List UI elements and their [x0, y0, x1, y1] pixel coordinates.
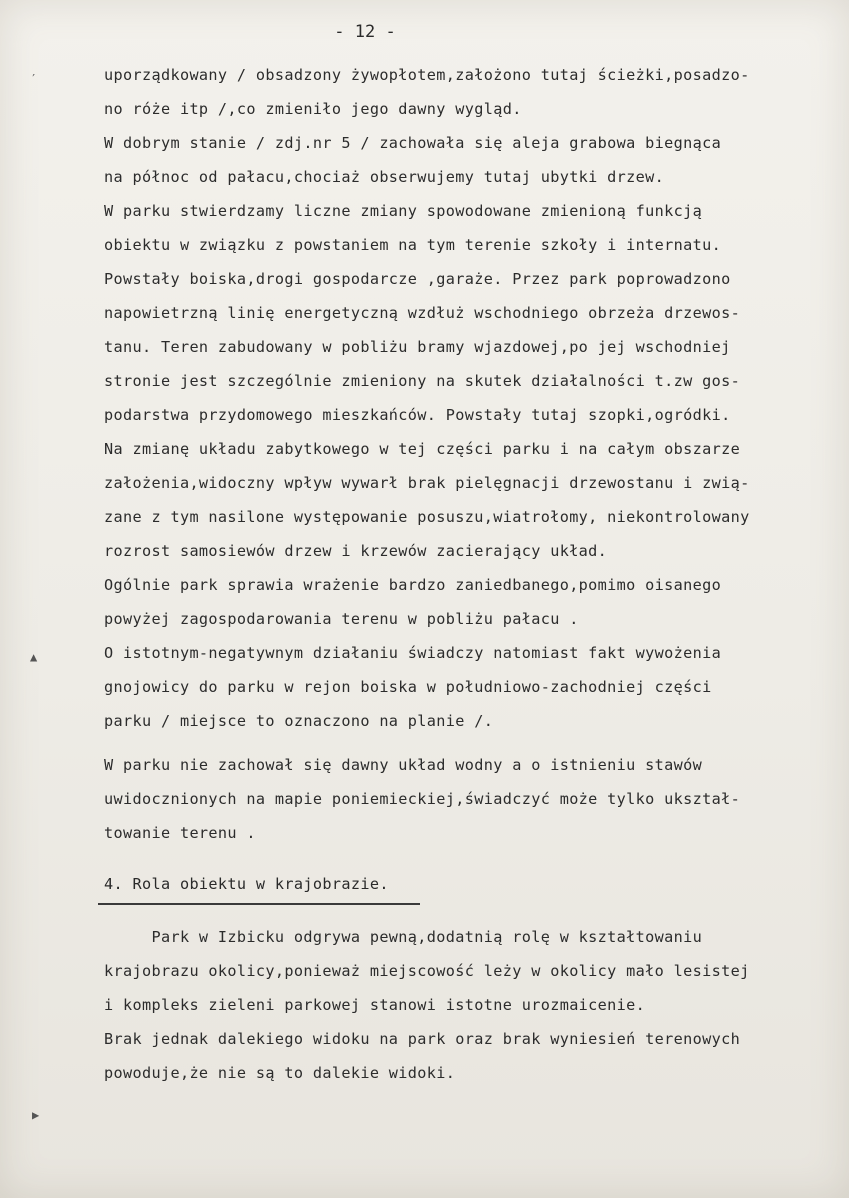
text-line: napowietrzną linię energetyczną wzdłuż wschodniego obrzeża drzewos- [104, 304, 741, 322]
margin-mark: ′ [30, 72, 38, 86]
text-line: Na zmianę układu zabytkowego w tej części parku i na całym obszarze [104, 440, 741, 458]
text-line: założenia,widoczny wpływ wywarł brak pielęgnacji drzewostanu i zwią- [104, 474, 750, 492]
text-line: towanie terenu . [104, 824, 256, 842]
text-line: stronie jest szczególnie zmieniony na skutek działalności t.zw gos- [104, 372, 741, 390]
text-line: tanu. Teren zabudowany w pobliżu bramy wjazdowej,po jej wschodniej [104, 338, 731, 356]
page-number: - 12 - [334, 22, 396, 42]
text-line: zane z tym nasilone występowanie posuszu,wiatrołomy, niekontrolowany [104, 508, 750, 526]
text-line: uwidocznionych na mapie poniemieckiej,świadczyć może tylko ukształ- [104, 790, 741, 808]
text-line: no róże itp /,co zmieniło jego dawny wygląd. [104, 100, 522, 118]
text-line: obiektu w związku z powstaniem na tym terenie szkoły i internatu. [104, 236, 722, 254]
section-heading: 4. Rola obiektu w krajobrazie. [104, 875, 389, 893]
text-line: Brak jednak dalekiego widoku na park oraz brak wyniesień terenowych [104, 1030, 741, 1048]
text-line: na północ od pałacu,chociaż obserwujemy tutaj ubytki drzew. [104, 168, 665, 186]
text-line: gnojowicy do parku w rejon boiska w południowo-zachodniej części [104, 678, 712, 696]
text-line: Ogólnie park sprawia wrażenie bardzo zaniedbanego,pomimo oisanego [104, 576, 722, 594]
heading-underline [98, 903, 420, 905]
text-line: uporządkowany / obsadzony żywopłotem,założono tutaj ścieżki,posadzo- [104, 66, 750, 84]
text-line: podarstwa przydomowego mieszkańców. Powstały tutaj szopki,ogródki. [104, 406, 731, 424]
margin-mark: ▲ [30, 650, 38, 664]
text-line: rozrost samosiewów drzew i krzewów zacierający układ. [104, 542, 608, 560]
text-line: W dobrym stanie / zdj.nr 5 / zachowała się aleja grabowa biegnąca [104, 134, 722, 152]
text-line: krajobrazu okolicy,ponieważ miejscowość leży w okolicy mało lesistej [104, 962, 750, 980]
text-line: W parku nie zachował się dawny układ wodny a o istnieniu stawów [104, 756, 703, 774]
text-line: O istotnym-negatywnym działaniu świadczy natomiast fakt wywożenia [104, 644, 722, 662]
text-line: Park w Izbicku odgrywa pewną,dodatnią rolę w kształtowaniu [104, 928, 703, 946]
text-line: powoduje,że nie są to dalekie widoki. [104, 1064, 456, 1082]
text-line: powyżej zagospodarowania terenu w pobliżu pałacu . [104, 610, 579, 628]
text-line: i kompleks zieleni parkowej stanowi istotne urozmaicenie. [104, 996, 646, 1014]
margin-mark: ▶ [32, 1108, 40, 1122]
text-line: W parku stwierdzamy liczne zmiany spowodowane zmienioną funkcją [104, 202, 703, 220]
text-line: parku / miejsce to oznaczono na planie /. [104, 712, 494, 730]
text-line: Powstały boiska,drogi gospodarcze ,garaże. Przez park poprowadzono [104, 270, 731, 288]
